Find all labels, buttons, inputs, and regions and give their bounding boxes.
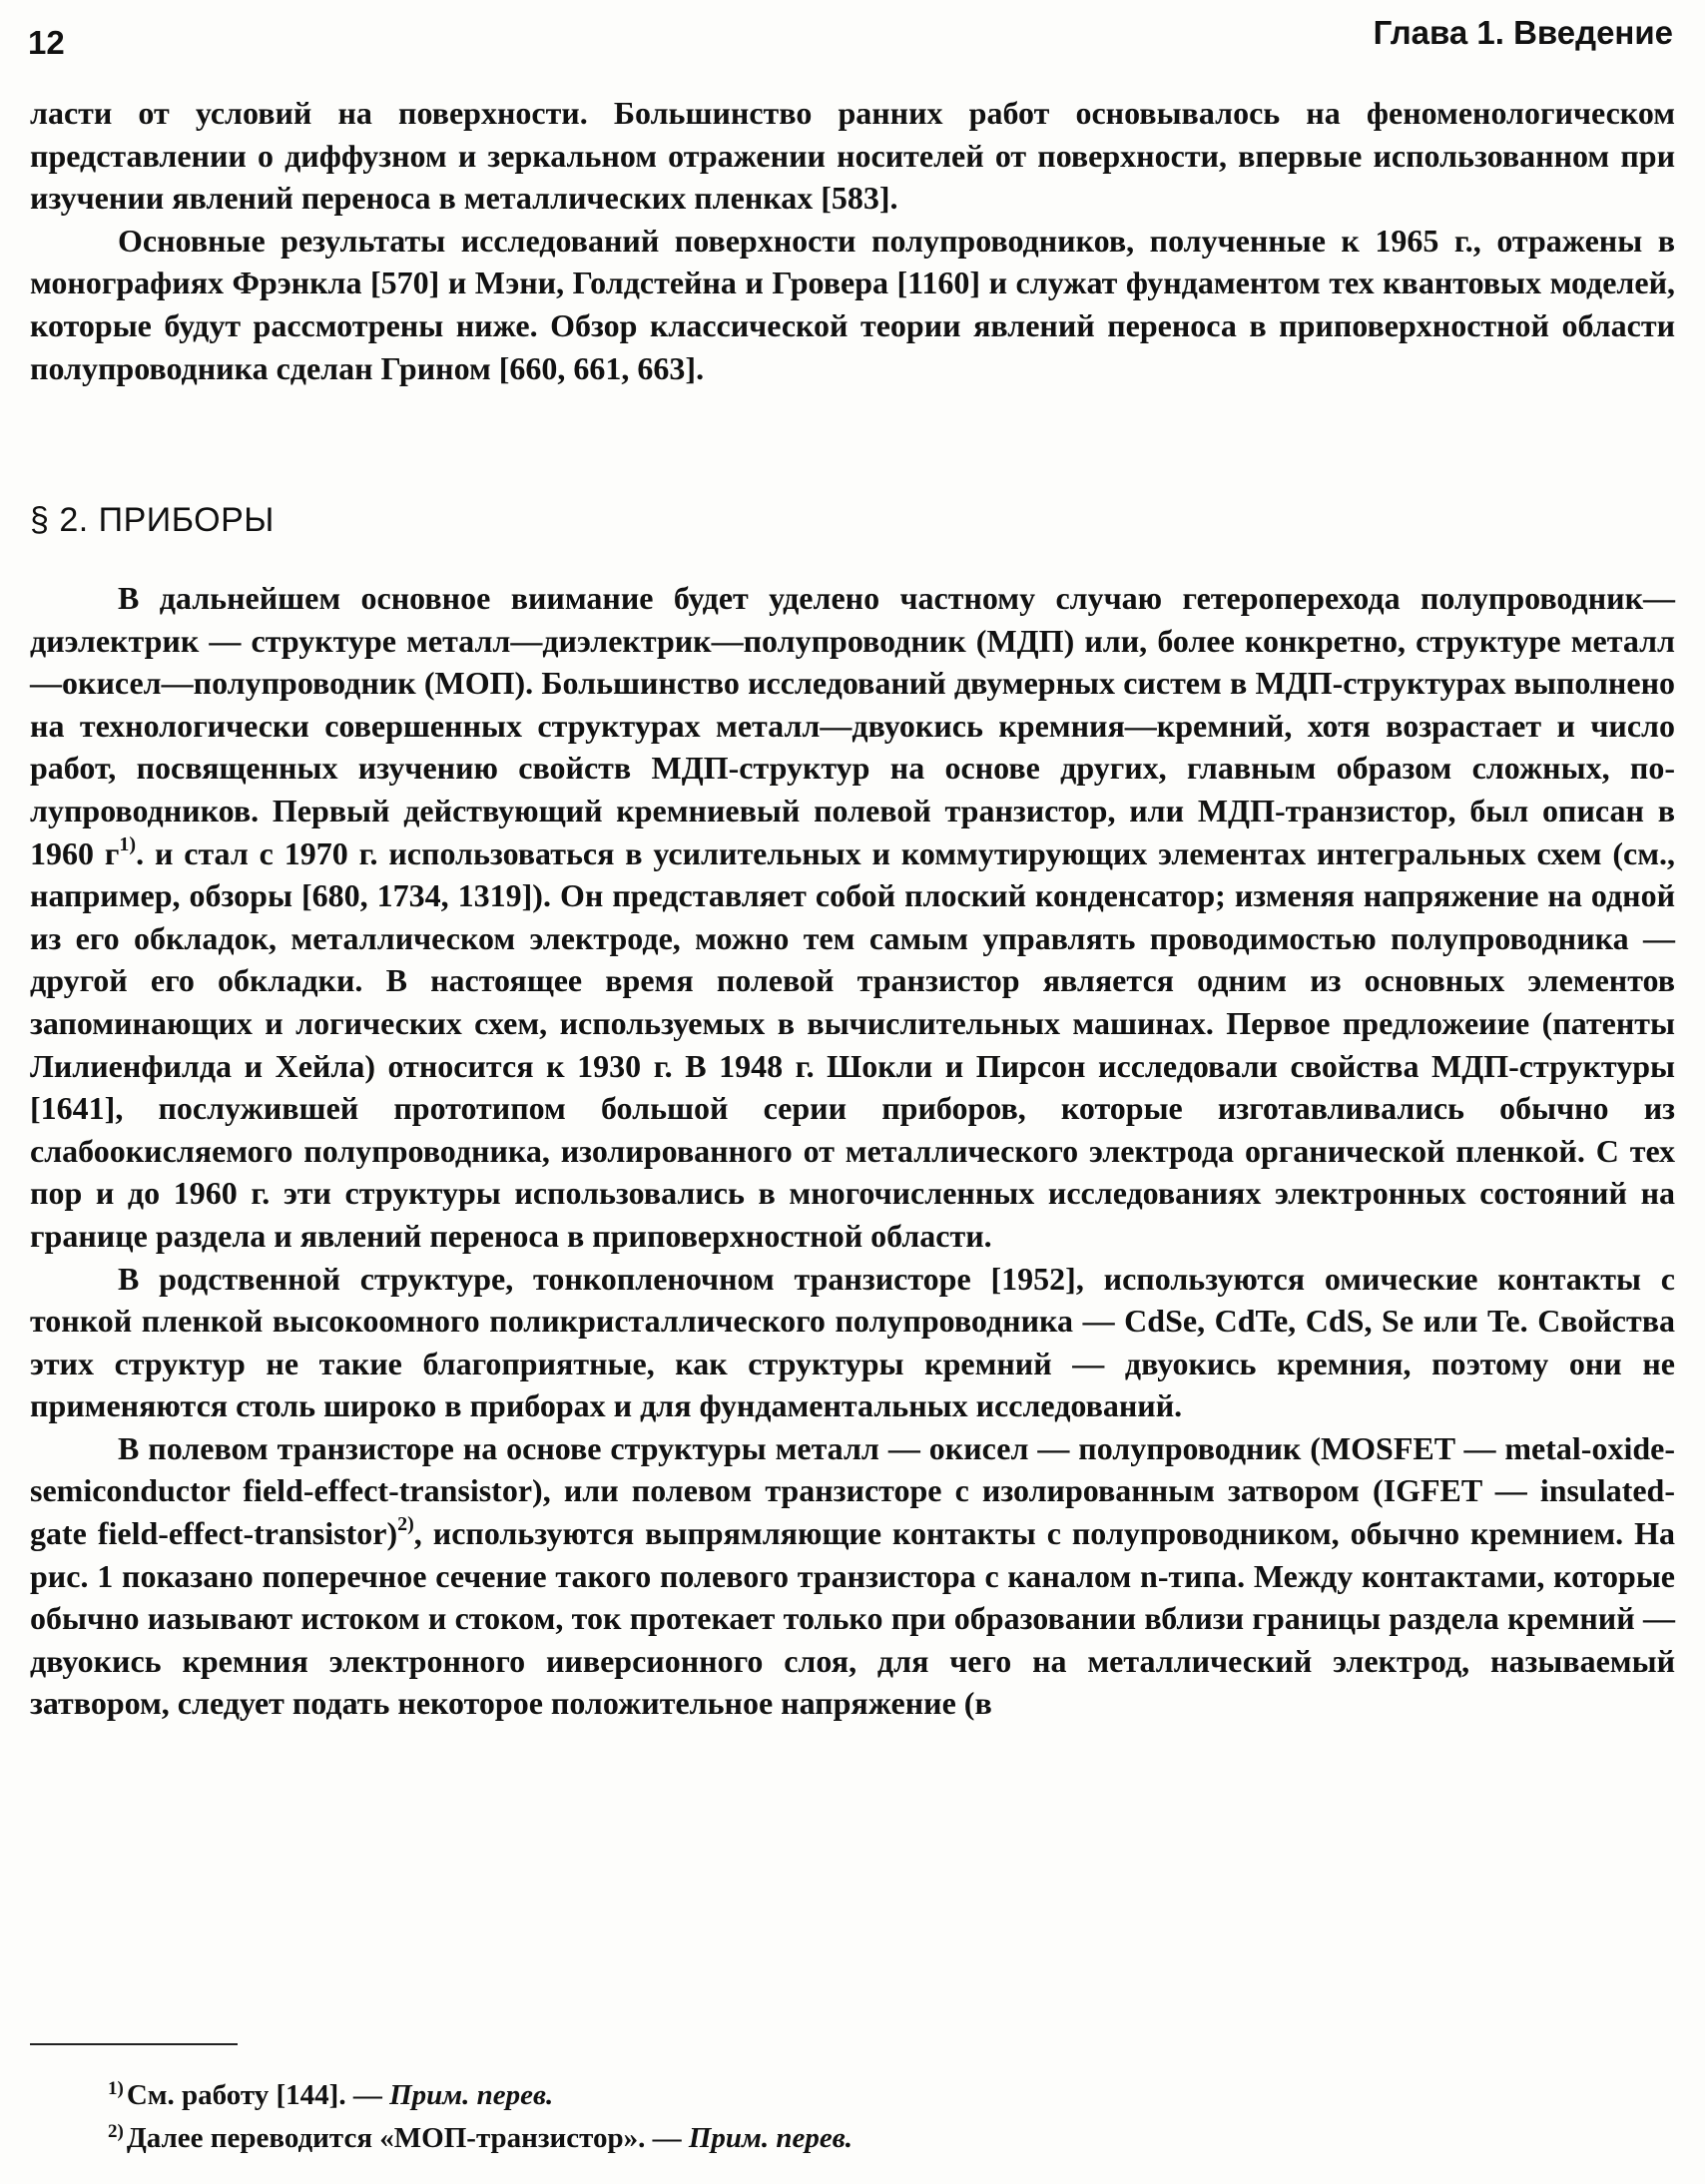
footnote-2-mark: 2) bbox=[108, 2121, 124, 2142]
footnote-1 bbox=[108, 2074, 1505, 2117]
section-paragraph-3-start: В полевом транзисторе на основе структуры металл — окисел — полупроводник (MOSFET — metal-oxide-semiconductor field-effect-transistor), или полевом транзисторе с изолированным затвором (IGFET — insulated-gate field-effect-transistor) bbox=[30, 1429, 1675, 1552]
footnotes bbox=[108, 2074, 1505, 2160]
intro-text bbox=[30, 92, 1675, 389]
footnote-2-text: Далее переводится «МОП-транзистор». — bbox=[126, 2122, 689, 2154]
footnote-2 bbox=[108, 2117, 1505, 2160]
footnote-ref-1: 1) bbox=[119, 832, 137, 855]
footnote-1-mark: 1) bbox=[108, 2078, 124, 2099]
chapter-title: Глава 1. Введение bbox=[1373, 14, 1673, 51]
footnote-1-text: См. работу [144]. — bbox=[126, 2079, 390, 2111]
section-paragraph-1-end: . и стал с 1970 г. использоваться в усилительных и коммутирующих элементах интегральных схем (см., например, обзоры [680, 1734, 1319]). Он представляет собой плоский конденсатор; изменяя напряжение на одной из его обкладок, металлическом электроде, можно тем самым управлять проводимостью полупроводника — другой его обкладки. В настоящее время полевой транзистор является одним из основных элементов запоминающих и логических схем, используемых в вычислительных машинах. Первое предложеиие (патенты Лилиенфилда и Хейла) относится к 1930 г. В 1948 г. Шокли и Пирсон исследовали свойства МДП-структуры [1641], послужившей прототипом большой серии приборов, которые изготавливались обычно из слабоокисляемого полупроводника, изолированного от металлического электрода органической пленкой. С тех пор и до 1960 г. эти структуры использовались в многочисленных исследованиях электронных состояний на границе раздела и явлений переноса в приповерхностной области. bbox=[30, 834, 1676, 1254]
section-paragraph-3 bbox=[30, 1427, 1675, 1725]
footnote-2-note: Прим. перев. bbox=[688, 2122, 852, 2154]
section-heading: § 2. ПРИБОРЫ bbox=[30, 501, 275, 539]
page-number: 12 bbox=[28, 24, 65, 61]
running-head bbox=[28, 14, 1673, 64]
footnote-divider bbox=[30, 2043, 238, 2045]
intro-paragraph-1: ласти от условий на поверхности. Большинство ранних работ основывалось на феноменологическом представлении о диффузном и зеркальном отражении носителей от поверхности, впервые использованном при изучении явлений переноса в металлических пленках [583]. bbox=[30, 95, 1675, 217]
section-paragraph-1-start: В дальнейшем основное виимание будет уделено частному случаю гетероперехода полупроводник—диэлектрик — структуре металл—диэлектрик—полупроводник (МДП) или, более конкретно, структуре металл—окисел—полупроводник (МОП). Большинство исследований двумерных систем в МДП-структурах выполнено на технологически совершенных структурах металл—двуокись кремния—кремний, хотя возрастает и число работ, посвященных изучению свойств МДП-структур на основе других, главным образом сложных, полупроводников. Первый действующий кремниевый полевой транзистор, или МДП-транзистор, был описан в 1960 г bbox=[30, 580, 1675, 871]
intro-paragraph-2: Основные результаты исследований поверхности полупроводников, полученные к 1965 г., отражены в монографиях Фрэнкла [570] и Мэни, Голдстейна и Гровера [1160] и служат фундаментом тех квантовых моделей, которые будут рассмотрены ниже. Обзор классической теории явлений переноса в приповерхностной области полупроводника сделан Грином [660, 661, 663]. bbox=[30, 222, 1675, 386]
section-paragraph-2: В родственной структуре, тонкопленочном транзисторе [1952], используются омические контакты с тонкой пленкой высокоомного поликристаллического полупроводника — CdSe, CdTe, CdS, Se или Te. Свойства этих структур не такие благоприятные, как структуры кремний — двуокись кремния, поэтому они не применяются столь широко в приборах и для фундаментальных исследований. bbox=[30, 1260, 1675, 1424]
footnote-ref-2: 2) bbox=[397, 1513, 414, 1536]
section-paragraph-1 bbox=[30, 577, 1675, 1258]
section-text bbox=[30, 577, 1675, 1725]
section-paragraph-3-end: , используются выпрямляющие контакты с полупроводником, обычно кремнием. На рис. 1 показано поперечное сечение такого полевого транзистора с каналом n-типа. Между контактами, которые обычно иазывают истоком и стоком, ток протекает только при образовании вблизи границы раздела кремний — двуокись кремния электронного ииверсионного слоя, для чего на металлический электрод, называемый затвором, следует подать некоторое положительное напряжение (в bbox=[30, 1515, 1676, 1722]
footnote-1-note: Прим. перев. bbox=[389, 2079, 554, 2111]
